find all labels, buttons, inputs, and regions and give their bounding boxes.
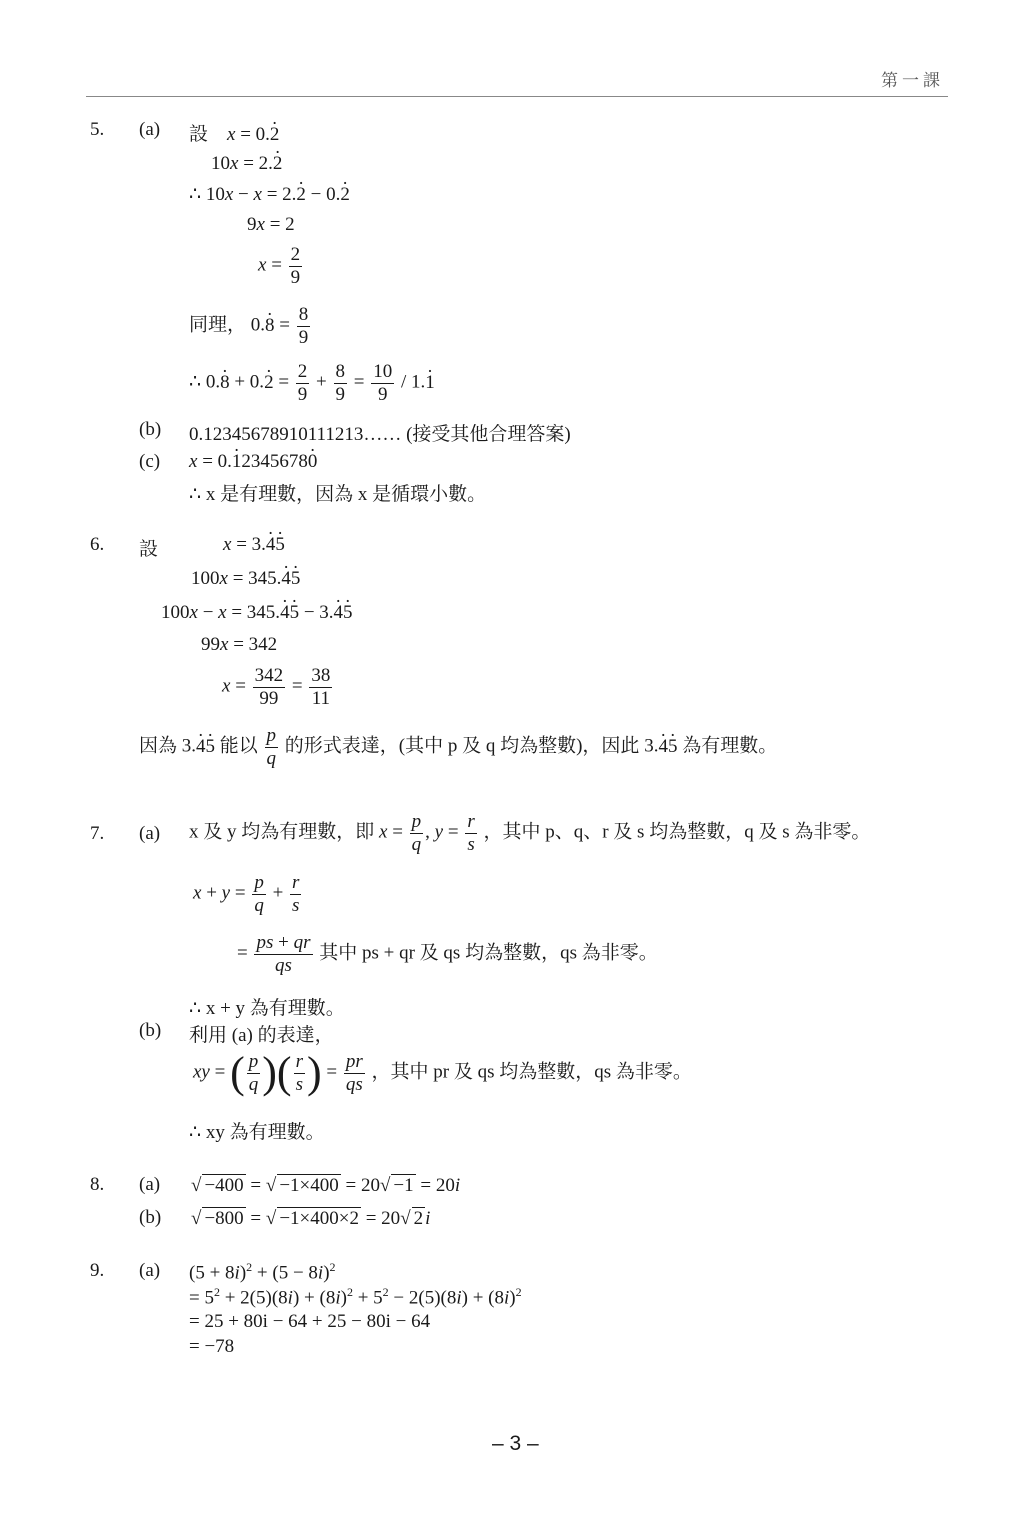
q9-line-3: = 25 + 80i − 64 + 25 − 80i − 64	[189, 1311, 431, 1332]
q5-part-c-eq: x = 0.1 ·23456780 ·	[189, 451, 317, 473]
q8-part-b-eq: √ −800 = √ −1×400×2 = 20√ 2 i	[191, 1207, 430, 1230]
header-rule	[86, 96, 948, 97]
q5-eq-sub: ∴ 10x − x = 2.2 · − 0.2 ·	[189, 183, 350, 206]
q5-part-c-note: ∴ x 是有理數，因為 x 是循環小數。	[189, 484, 487, 505]
q5-similar: 同理， 0.8 · = $\frac{8}{9}$	[189, 304, 312, 349]
q5-part-a-label: (a)	[139, 119, 161, 140]
q5-sum: ∴ 0.8 · + 0.2 · = $\frac{2}{9}$ + $\frac{8}{9}$ = $\frac{10}{9}$ / 1.1 ·	[189, 361, 435, 406]
q6-eq-99x: 99x = 342	[201, 634, 278, 655]
q5-number: 5.	[90, 119, 105, 140]
q7-part-a-intro: x 及 y 均為有理數，即 x = $\frac{p}{q}$ , y = $\frac{r}{s}$ ，其中 p、q、r 及 s 均為整數，q 及 s 為非零。	[189, 811, 871, 855]
page-number: – 3 –	[492, 1432, 539, 1455]
q7-part-a-label: (a)	[139, 823, 161, 844]
q5-part-b-label: (b)	[139, 419, 162, 440]
q7-product: xy = ( $\frac{p}{q}$ )( $\frac{r}{s}$ ) = $\frac{pr}{qs}$ ，其中 pr 及 qs 均為整數，qs 為非零。	[193, 1048, 692, 1098]
q8-part-a-label: (a)	[139, 1174, 161, 1195]
q6-eq-sub: 100x − x = 345.4 ·5 · − 3.4 ·5 ·	[161, 602, 353, 624]
q5-eq-x: x = $\frac{2}{9}$	[258, 244, 301, 288]
q5-part-c-label: (c)	[139, 451, 161, 472]
q5-eq-9x: 9x = 2	[247, 214, 295, 235]
q9-number: 9.	[90, 1260, 105, 1281]
q8-part-a-eq: √ −400 = √ −1×400 = 20√ −1 = 20i	[191, 1174, 460, 1197]
q8-number: 8.	[90, 1174, 105, 1195]
q5-let: 設 x = 0.2 ·	[189, 119, 279, 146]
q7-sum: x + y = $\frac{p}{q}$ + $\frac{r}{s}$	[193, 872, 300, 916]
q7-part-b-conclusion: ∴ xy 為有理數。	[189, 1122, 325, 1143]
q9-line-4: = −78	[189, 1336, 235, 1357]
q6-eq-frac: x = $\frac{342}{99}$ = $\frac{38}{11}$	[222, 665, 331, 709]
q7-number: 7.	[90, 823, 105, 844]
q9-line-2: = $5^2 + 2(5)(8i) + (8i)^2 + 5^2 - 2(5)(8i) + (8i)^2$	[189, 1285, 522, 1309]
q6-eq-x: x = 3.4 ·5 ·	[223, 534, 285, 556]
q7-part-b-intro: 利用 (a) 的表達，	[189, 1025, 334, 1046]
q6-let: 設	[139, 539, 159, 560]
q9-line-1: $(5 + 8i)^2 + (5 - 8i)^2$	[189, 1260, 336, 1284]
q7-part-a-conclusion: ∴ x + y 為有理數。	[189, 998, 345, 1019]
q7-sum-combined: = $\frac{ps + qr}{qs}$ 其中 ps + qr 及 qs 均為整數，qs 為非零。	[237, 932, 658, 976]
q9-part-a-label: (a)	[139, 1260, 161, 1281]
q7-part-b-label: (b)	[139, 1020, 162, 1041]
q5-eq-10x: 10x = 2.2 ·	[211, 153, 282, 175]
q5-part-b-text: 0.12345678910111213…… (接受其他合理答案)	[189, 424, 571, 445]
q6-eq-100x: 100x = 345.4 ·5 ·	[191, 568, 300, 590]
q6-number: 6.	[90, 534, 105, 555]
q8-part-b-label: (b)	[139, 1207, 162, 1228]
q6-conclusion: 因為 3.4 ·5 · 能以 $\frac{p}{q}$ 的形式表達，(其中 p 及 q 均為整數)，因此 3.4 ·5 · 為有理數。	[139, 725, 777, 770]
chapter-header: 第一課	[881, 71, 944, 90]
